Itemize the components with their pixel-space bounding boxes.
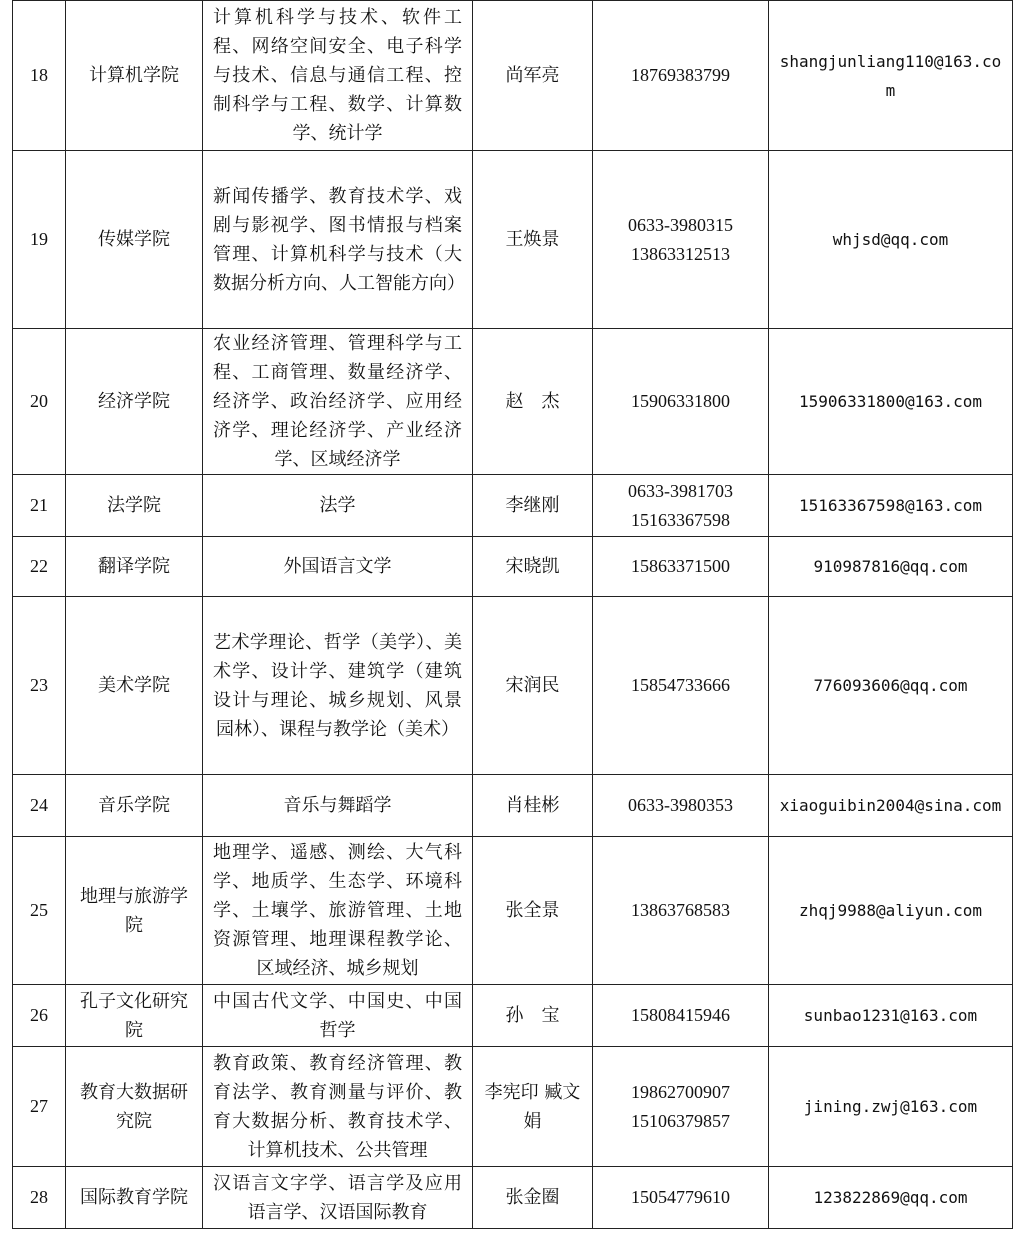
phone-line: 0633-3980315 <box>628 214 733 235</box>
phone-line: 13863312513 <box>631 243 730 264</box>
row-number: 25 <box>13 837 66 985</box>
college-name: 传媒学院 <box>66 151 203 329</box>
college-name: 计算机学院 <box>66 1 203 151</box>
contact-person: 张全景 <box>473 837 593 985</box>
contact-person: 宋晓凯 <box>473 537 593 597</box>
phone-line: 15808415946 <box>631 1005 730 1025</box>
college-name: 美术学院 <box>66 597 203 775</box>
table-row <box>13 597 1013 775</box>
contact-person: 宋润民 <box>473 597 593 775</box>
phone-line: 15163367598 <box>631 509 730 530</box>
email: shangjunliang110@163.com <box>769 1 1013 151</box>
row-number: 18 <box>13 1 66 151</box>
table-row <box>13 329 1013 475</box>
majors: 教育政策、教育经济管理、教育法学、教育测量与评价、教育大数据分析、教育技术学、计算机技术、公共管理 <box>203 1047 473 1167</box>
phone-line: 15106379857 <box>631 1110 730 1131</box>
college-name: 经济学院 <box>66 329 203 475</box>
contact-person: 孙 宝 <box>473 985 593 1047</box>
phone-line: 15054779610 <box>631 1187 730 1207</box>
row-number: 21 <box>13 475 66 537</box>
phone <box>593 537 769 597</box>
row-number: 23 <box>13 597 66 775</box>
row-number: 20 <box>13 329 66 475</box>
majors: 中国古代文学、中国史、中国哲学 <box>203 985 473 1047</box>
table-row <box>13 837 1013 985</box>
phone <box>593 985 769 1047</box>
email: sunbao1231@163.com <box>769 985 1013 1047</box>
college-name: 地理与旅游学院 <box>66 837 203 985</box>
row-number: 24 <box>13 775 66 837</box>
row-number: 26 <box>13 985 66 1047</box>
email: 910987816@qq.com <box>769 537 1013 597</box>
email: jining.zwj@163.com <box>769 1047 1013 1167</box>
email: 123822869@qq.com <box>769 1167 1013 1229</box>
table-row <box>13 475 1013 537</box>
phone-line: 19862700907 <box>631 1081 730 1102</box>
table-row <box>13 985 1013 1047</box>
majors: 艺术学理论、哲学（美学）、美术学、设计学、建筑学（建筑设计与理论、城乡规划、风景园林）、课程与教学论（美术） <box>203 597 473 775</box>
row-number: 28 <box>13 1167 66 1229</box>
phone-line: 15854733666 <box>631 675 730 695</box>
contact-person: 李宪印 臧文娟 <box>473 1047 593 1167</box>
majors: 新闻传播学、教育技术学、戏剧与影视学、图书情报与档案管理、计算机科学与技术（大数据分析方向、人工智能方向） <box>203 151 473 329</box>
email: 776093606@qq.com <box>769 597 1013 775</box>
college-name: 国际教育学院 <box>66 1167 203 1229</box>
table-row <box>13 151 1013 329</box>
majors: 计算机科学与技术、软件工程、网络空间安全、电子科学与技术、信息与通信工程、控制科学与工程、数学、计算数学、统计学 <box>203 1 473 151</box>
majors: 汉语言文字学、语言学及应用语言学、汉语国际教育 <box>203 1167 473 1229</box>
contact-person: 赵 杰 <box>473 329 593 475</box>
phone-line: 15863371500 <box>631 556 730 576</box>
majors: 外国语言文学 <box>203 537 473 597</box>
email: 15906331800@163.com <box>769 329 1013 475</box>
majors: 音乐与舞蹈学 <box>203 775 473 837</box>
phone <box>593 151 769 329</box>
contact-person: 李继刚 <box>473 475 593 537</box>
email: 15163367598@163.com <box>769 475 1013 537</box>
table-row <box>13 1167 1013 1229</box>
phone <box>593 329 769 475</box>
phone <box>593 1167 769 1229</box>
phone-line: 18769383799 <box>631 65 730 85</box>
phone <box>593 597 769 775</box>
college-name: 教育大数据研究院 <box>66 1047 203 1167</box>
phone <box>593 775 769 837</box>
college-name: 法学院 <box>66 475 203 537</box>
phone-line: 0633-3980353 <box>628 795 733 815</box>
row-number: 22 <box>13 537 66 597</box>
college-name: 翻译学院 <box>66 537 203 597</box>
row-number: 19 <box>13 151 66 329</box>
majors: 法学 <box>203 475 473 537</box>
phone <box>593 837 769 985</box>
contact-person: 肖桂彬 <box>473 775 593 837</box>
table-row <box>13 537 1013 597</box>
contact-person: 尚军亮 <box>473 1 593 151</box>
contact-table <box>12 0 1013 1229</box>
phone-line: 15906331800 <box>631 391 730 411</box>
phone <box>593 1 769 151</box>
row-number: 27 <box>13 1047 66 1167</box>
majors: 地理学、遥感、测绘、大气科学、地质学、生态学、环境科学、土壤学、旅游管理、土地资源管理、地理课程教学论、区域经济、城乡规划 <box>203 837 473 985</box>
college-name: 音乐学院 <box>66 775 203 837</box>
table-row <box>13 1047 1013 1167</box>
email: whjsd@qq.com <box>769 151 1013 329</box>
table-row <box>13 775 1013 837</box>
phone <box>593 475 769 537</box>
table-row <box>13 1 1013 151</box>
contact-person: 王焕景 <box>473 151 593 329</box>
phone-line: 0633-3981703 <box>628 480 733 501</box>
phone-line: 13863768583 <box>631 900 730 920</box>
college-name: 孔子文化研究院 <box>66 985 203 1047</box>
email: xiaoguibin2004@sina.com <box>769 775 1013 837</box>
majors: 农业经济管理、管理科学与工程、工商管理、数量经济学、经济学、政治经济学、应用经济学、理论经济学、产业经济学、区域经济学 <box>203 329 473 475</box>
contact-person: 张金圈 <box>473 1167 593 1229</box>
email: zhqj9988@aliyun.com <box>769 837 1013 985</box>
phone <box>593 1047 769 1167</box>
